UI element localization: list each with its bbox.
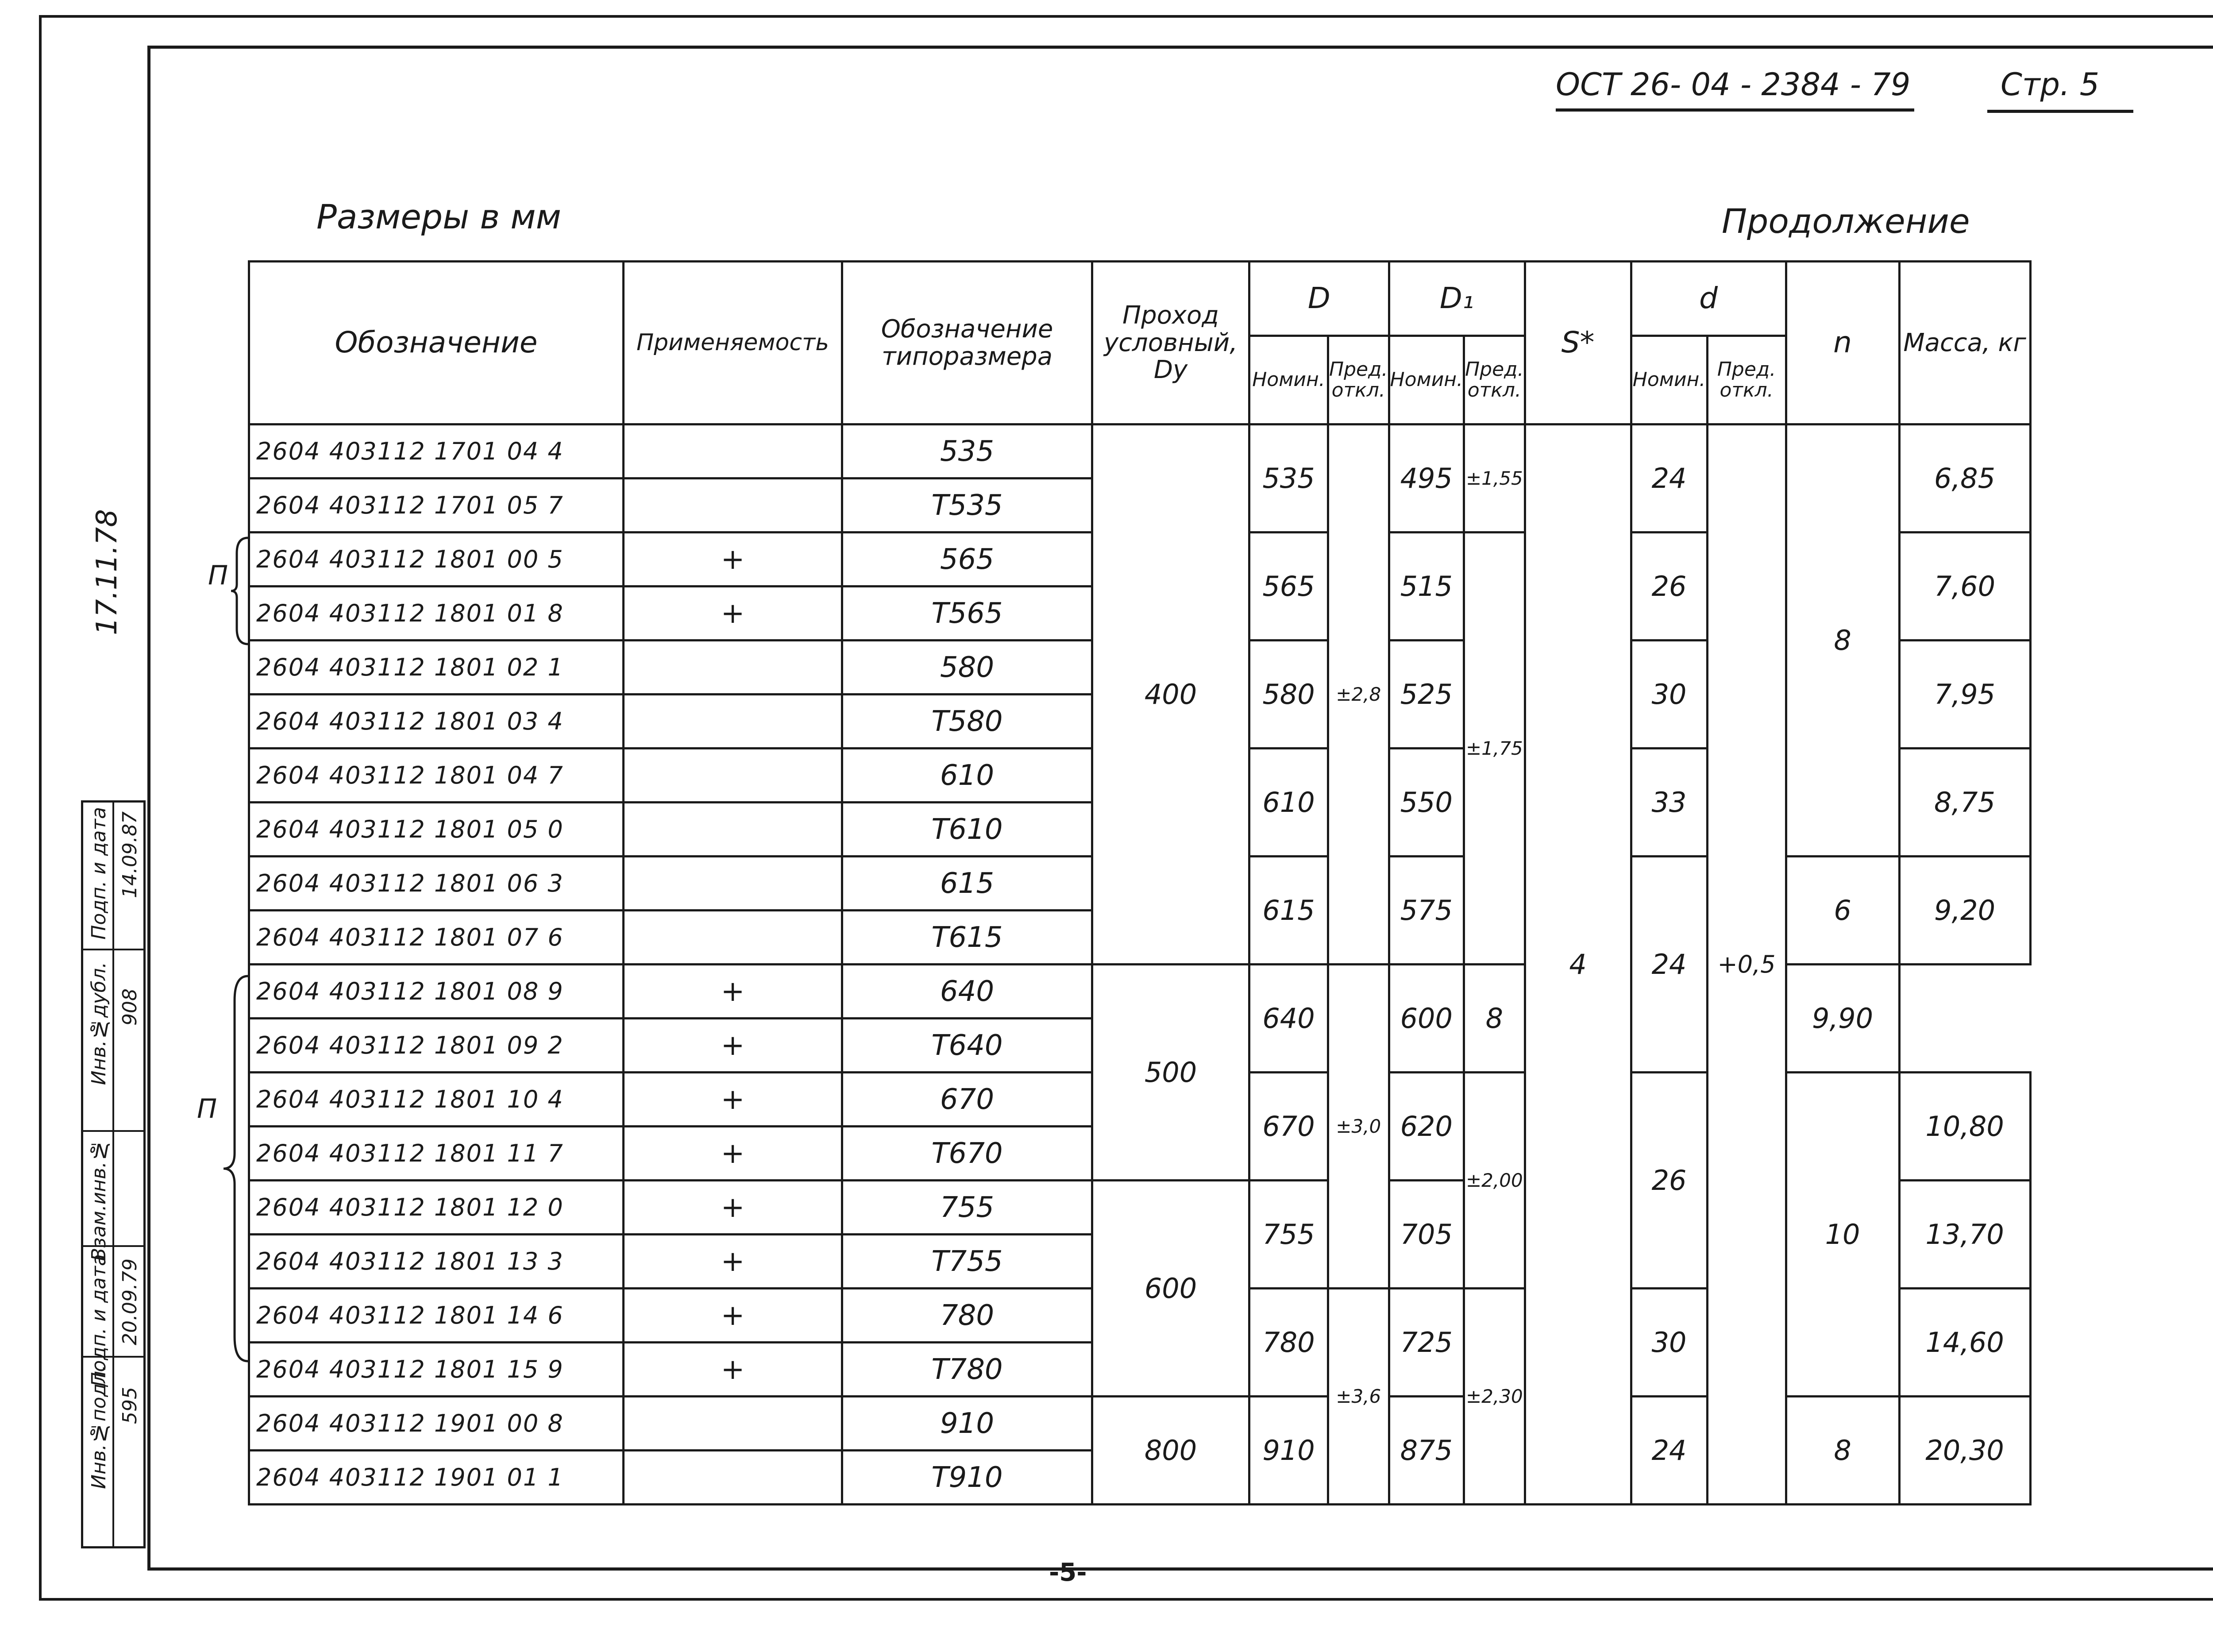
type-size-cell: Т670 — [842, 1127, 1092, 1181]
D1-tol-cell: ±1,75 — [1464, 533, 1525, 965]
signature-date: 17.11.78 — [91, 509, 123, 635]
D-tol-cell: ±3,0 — [1328, 965, 1389, 1289]
spec-table-wrap — [248, 260, 2032, 1505]
spec-table — [248, 260, 2032, 1505]
col-D: D — [1249, 262, 1389, 336]
label-replace-inv: Взам.инв.№ — [88, 1139, 110, 1262]
col-D1: D₁ — [1389, 262, 1525, 336]
designation-cell: 2604 403112 1801 06 3 — [249, 857, 624, 911]
d-nom-cell: 30 — [1631, 641, 1707, 749]
D1-nom-cell: 550 — [1389, 749, 1464, 857]
label-sign-date: Подп. и дата — [88, 1254, 110, 1387]
designation-cell: 2604 403112 1801 12 0 — [249, 1181, 624, 1235]
group-label-1: П — [208, 560, 228, 591]
designation-cell: 2604 403112 1801 08 9 — [249, 965, 624, 1019]
label-inv-dup: Инв.№дубл. — [88, 962, 110, 1085]
applicability-cell — [624, 1397, 842, 1451]
D1-tol-cell: ±1,55 — [1464, 425, 1525, 533]
type-size-cell: Т610 — [842, 803, 1092, 857]
D1-nom-cell: 575 — [1389, 857, 1464, 965]
designation-cell: 2604 403112 1801 03 4 — [249, 695, 624, 749]
sizes-caption: Размеры в мм — [316, 197, 561, 236]
n-cell: 8 — [1786, 1397, 1899, 1505]
D-nom-cell: 670 — [1249, 1073, 1328, 1181]
dn-cell: 800 — [1092, 1397, 1249, 1505]
col-d-tol: Пред. откл. — [1707, 336, 1786, 425]
S-cell: 4 — [1525, 425, 1631, 1505]
applicability-cell — [624, 695, 842, 749]
designation-cell: 2604 403112 1801 11 7 — [249, 1127, 624, 1181]
mass-cell: 20,30 — [1899, 1397, 2030, 1505]
designation-cell: 2604 403112 1801 13 3 — [249, 1235, 624, 1289]
col-mass: Масса, кг — [1899, 262, 2030, 425]
D-nom-cell: 580 — [1249, 641, 1328, 749]
D1-nom-cell: 725 — [1389, 1289, 1464, 1397]
value-inv-orig: 595 — [119, 1387, 141, 1424]
applicability-cell — [624, 911, 842, 965]
d-nom-cell: 24 — [1631, 857, 1707, 1073]
D1-tol-cell: ±2,30 — [1464, 1289, 1525, 1505]
applicability-cell: + — [624, 1019, 842, 1073]
mass-cell: 9,90 — [1786, 965, 1899, 1073]
D-nom-cell: 565 — [1249, 533, 1328, 641]
mass-cell: 7,60 — [1899, 533, 2030, 641]
type-size-cell: 565 — [842, 533, 1092, 587]
applicability-cell: + — [624, 1235, 842, 1289]
type-size-cell: Т780 — [842, 1343, 1092, 1397]
applicability-cell — [624, 1451, 842, 1505]
applicability-cell: + — [624, 965, 842, 1019]
D-nom-cell: 615 — [1249, 857, 1328, 965]
D1-tol-cell: ±2,00 — [1464, 1073, 1525, 1289]
applicability-cell — [624, 857, 842, 911]
n-cell: 8 — [1464, 965, 1525, 1073]
page-number: -5- — [1049, 1558, 1087, 1587]
designation-cell: 2604 403112 1801 15 9 — [249, 1343, 624, 1397]
D-tol-cell: ±2,8 — [1328, 425, 1389, 965]
col-type-size: Обозначение типоразмера — [842, 262, 1092, 425]
applicability-cell: + — [624, 1289, 842, 1343]
type-size-cell: 780 — [842, 1289, 1092, 1343]
designation-cell: 2604 403112 1801 07 6 — [249, 911, 624, 965]
type-size-cell: 580 — [842, 641, 1092, 695]
type-size-cell: Т755 — [842, 1235, 1092, 1289]
archive-stamp — [81, 800, 146, 1548]
type-size-cell: Т640 — [842, 1019, 1092, 1073]
D1-nom-cell: 515 — [1389, 533, 1464, 641]
designation-cell: 2604 403112 1901 00 8 — [249, 1397, 624, 1451]
doc-number-underline — [1556, 108, 1914, 112]
D-nom-cell: 780 — [1249, 1289, 1328, 1397]
value-sign-date: 20.09.79 — [119, 1258, 141, 1345]
type-size-cell: 610 — [842, 749, 1092, 803]
dn-cell: 400 — [1092, 425, 1249, 965]
type-size-cell: 615 — [842, 857, 1092, 911]
d-nom-cell: 33 — [1631, 749, 1707, 857]
table-row — [249, 425, 2031, 479]
applicability-cell: + — [624, 1181, 842, 1235]
col-D-nom: Номин. — [1249, 336, 1328, 425]
group-label-2: П — [197, 1093, 217, 1124]
n-cell: 8 — [1786, 425, 1899, 857]
applicability-cell: + — [624, 1127, 842, 1181]
type-size-cell: 670 — [842, 1073, 1092, 1127]
D-nom-cell: 910 — [1249, 1397, 1328, 1505]
type-size-cell: 640 — [842, 965, 1092, 1019]
mass-cell: 7,95 — [1899, 641, 2030, 749]
designation-cell: 2604 403112 1801 02 1 — [249, 641, 624, 695]
d-nom-cell: 26 — [1631, 1073, 1707, 1289]
designation-cell: 2604 403112 1801 14 6 — [249, 1289, 624, 1343]
type-size-cell: Т910 — [842, 1451, 1092, 1505]
type-size-cell: Т565 — [842, 587, 1092, 641]
d-nom-cell: 24 — [1631, 1397, 1707, 1505]
D-nom-cell: 640 — [1249, 965, 1328, 1073]
col-S: S* — [1525, 262, 1631, 425]
D-nom-cell: 755 — [1249, 1181, 1328, 1289]
d-nom-cell: 24 — [1631, 425, 1707, 533]
dn-cell: 600 — [1092, 1181, 1249, 1397]
type-size-cell: Т535 — [842, 479, 1092, 533]
applicability-cell — [624, 803, 842, 857]
D1-nom-cell: 495 — [1389, 425, 1464, 533]
applicability-cell: + — [624, 1343, 842, 1397]
applicability-cell: + — [624, 587, 842, 641]
continuation-caption: Продолжение — [1722, 201, 1970, 241]
type-size-cell: 910 — [842, 1397, 1092, 1451]
designation-cell: 2604 403112 1801 00 5 — [249, 533, 624, 587]
applicability-cell — [624, 425, 842, 479]
applicability-cell — [624, 749, 842, 803]
col-D1-nom: Номин. — [1389, 336, 1464, 425]
type-size-cell: Т580 — [842, 695, 1092, 749]
designation-cell: 2604 403112 1901 01 1 — [249, 1451, 624, 1505]
col-nominal-pass: Проход условный, Dу — [1092, 262, 1249, 425]
n-cell: 10 — [1786, 1073, 1899, 1397]
mass-cell: 10,80 — [1899, 1073, 2030, 1181]
mass-cell: 13,70 — [1899, 1181, 2030, 1289]
designation-cell: 2604 403112 1701 05 7 — [249, 479, 624, 533]
designation-cell: 2604 403112 1701 04 4 — [249, 425, 624, 479]
D-tol-cell: ±3,6 — [1328, 1289, 1389, 1505]
D1-nom-cell: 875 — [1389, 1397, 1464, 1505]
col-D1-tol: Пред. откл. — [1464, 336, 1525, 425]
designation-cell: 2604 403112 1801 10 4 — [249, 1073, 624, 1127]
group-brace-2 — [221, 974, 250, 1363]
d-nom-cell: 30 — [1631, 1289, 1707, 1397]
dn-cell: 500 — [1092, 965, 1249, 1181]
applicability-cell — [624, 641, 842, 695]
col-n: n — [1786, 262, 1899, 425]
D1-nom-cell: 600 — [1389, 965, 1464, 1073]
value-inv-dup: 908 — [119, 988, 141, 1026]
n-cell: 6 — [1786, 857, 1899, 965]
type-size-cell: Т615 — [842, 911, 1092, 965]
D1-nom-cell: 620 — [1389, 1073, 1464, 1181]
col-d: d — [1631, 262, 1786, 336]
applicability-cell: + — [624, 533, 842, 587]
mass-cell: 9,20 — [1899, 857, 2030, 965]
mass-cell: 14,60 — [1899, 1289, 2030, 1397]
col-D-tol: Пред. откл. — [1328, 336, 1389, 425]
value-sign-date-2: 14.09.87 — [119, 811, 141, 898]
designation-cell: 2604 403112 1801 09 2 — [249, 1019, 624, 1073]
label-inv-orig: Инв.№подл. — [88, 1365, 110, 1489]
col-designation: Обозначение — [249, 262, 624, 425]
label-sign-date-2: Подп. и дата — [88, 807, 110, 940]
designation-cell: 2604 403112 1801 01 8 — [249, 587, 624, 641]
mass-cell: 8,75 — [1899, 749, 2030, 857]
d-tol-cell: +0,5 — [1707, 425, 1786, 1505]
col-applicability: Применяемость — [624, 262, 842, 425]
mass-cell: 6,85 — [1899, 425, 2030, 533]
document-number: ОСТ 26- 04 - 2384 - 79 — [1556, 66, 1911, 103]
group-brace-1 — [230, 536, 250, 646]
D-nom-cell: 535 — [1249, 425, 1328, 533]
applicability-cell — [624, 479, 842, 533]
designation-cell: 2604 403112 1801 05 0 — [249, 803, 624, 857]
D1-nom-cell: 525 — [1389, 641, 1464, 749]
applicability-cell: + — [624, 1073, 842, 1127]
page-label: Стр. 5 — [2001, 66, 2100, 103]
type-size-cell: 535 — [842, 425, 1092, 479]
D1-nom-cell: 705 — [1389, 1181, 1464, 1289]
d-nom-cell: 26 — [1631, 533, 1707, 641]
D-nom-cell: 610 — [1249, 749, 1328, 857]
col-d-nom: Номин. — [1631, 336, 1707, 425]
designation-cell: 2604 403112 1801 04 7 — [249, 749, 624, 803]
page-label-underline — [1987, 110, 2133, 113]
type-size-cell: 755 — [842, 1181, 1092, 1235]
